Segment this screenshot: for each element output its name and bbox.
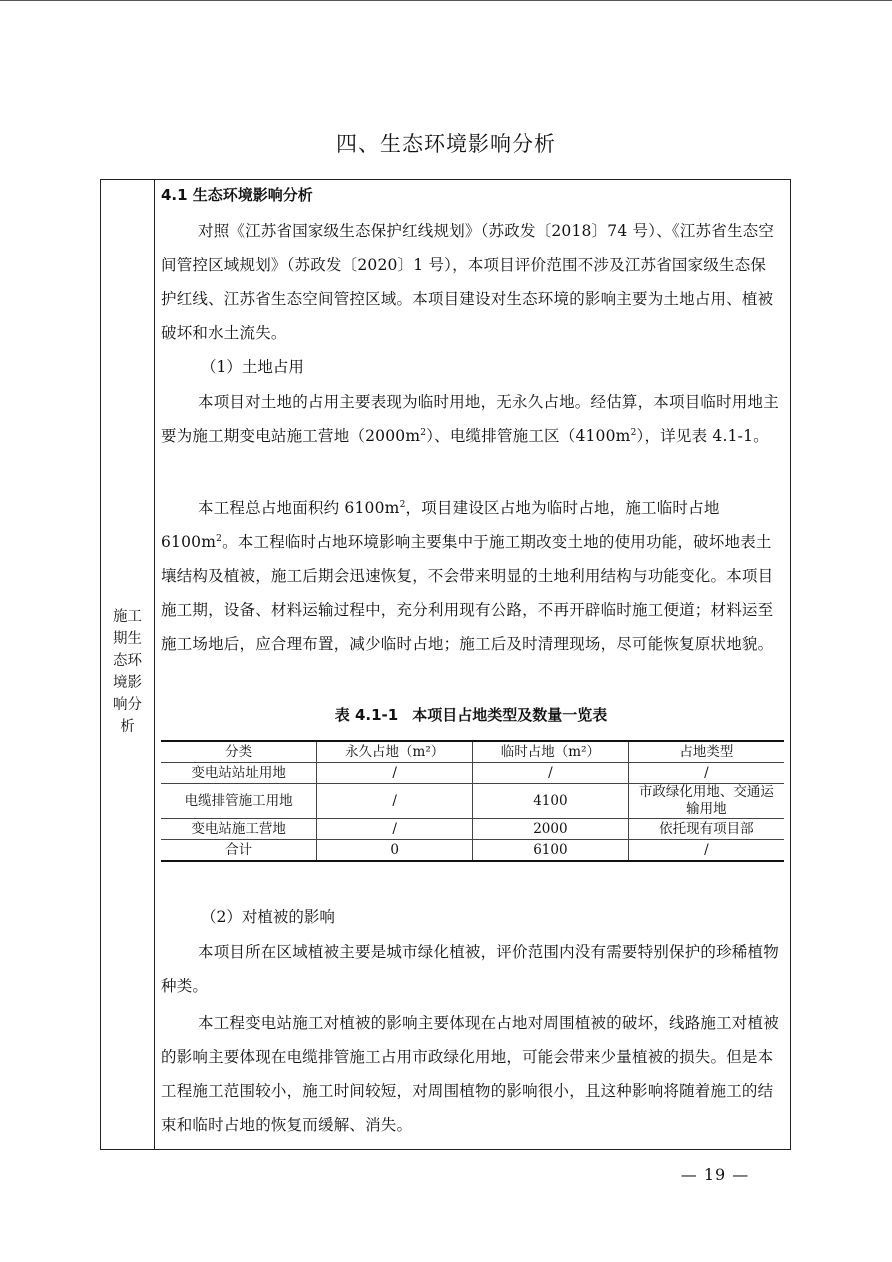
- table-cell: /: [473, 763, 629, 784]
- side-label-line: 期生: [113, 631, 142, 647]
- table-cell: 2000: [473, 819, 629, 840]
- table-cell: 电缆排管施工用地: [161, 784, 317, 819]
- table-header-cell: 永久占地（m²）: [317, 741, 473, 763]
- table-header-cell: 临时占地（m²）: [473, 741, 629, 763]
- column-divider: [154, 180, 155, 1149]
- table-caption-title: 本项目占地类型及数量一览表: [412, 706, 608, 724]
- subsection-land-title: （1）土地占用: [201, 358, 304, 376]
- side-label-line: 态环: [113, 653, 142, 669]
- side-label-line: 境影: [113, 675, 142, 691]
- table-cell: /: [317, 819, 473, 840]
- page-number: — 19 —: [680, 1165, 750, 1184]
- subsection-vegetation-title: （2）对植被的影响: [201, 908, 335, 926]
- chapter-title: 四、生态环境影响分析: [336, 132, 556, 156]
- table-header-row: [161, 741, 784, 763]
- table-cell: 依托现有项目部: [628, 819, 784, 840]
- table-cell: /: [317, 784, 473, 819]
- table-cell: /: [628, 840, 784, 862]
- table-cell: 6100: [473, 840, 629, 862]
- table-cell: 市政绿化用地、交通运输用地: [628, 784, 784, 819]
- table-row: [161, 819, 784, 840]
- table-caption-number: 表 4.1-1: [334, 706, 399, 724]
- table-cell: 4100: [473, 784, 629, 819]
- side-label: [101, 606, 154, 738]
- land-use-table: [161, 740, 784, 862]
- land-paragraph-1: 本项目对土地的占用主要表现为临时用地，无永久占地。经估算，本项目临时用地主要为施工期变电站施工营地$(2000m^2)$、电缆排管施工区$(4100m^2)$，详见表 4.1-1。: [161, 393, 779, 445]
- table-row: [161, 784, 784, 819]
- vegetation-paragraph-1: 本项目所在区域植被主要是城市绿化植被，评价范围内没有需要特别保护的珍稀植物种类。: [161, 943, 779, 995]
- table-cell: /: [628, 763, 784, 784]
- table-row: [161, 763, 784, 784]
- table-header-cell: 分类: [161, 741, 317, 763]
- section-heading: 4.1 生态环境影响分析: [161, 186, 313, 204]
- table-cell: 合计: [161, 840, 317, 862]
- side-label-line: 析: [120, 719, 135, 735]
- table-cell: 变电站站址用地: [161, 763, 317, 784]
- vegetation-paragraph-2: 本工程变电站施工对植被的影响主要体现在占地对周围植被的破坏，线路施工对植被的影响主要体现在电缆排管施工占用市政绿化用地，可能会带来少量植被的损失。但是本工程施工范围较小，施工时间较短，对周围植物的影响很小，且这种影响将随着施工的结束和临时占地的恢复而缓解、消失。: [161, 1014, 779, 1134]
- land-paragraph-2: 本工程总占地面积约 $6100m^2$，项目建设区占地为临时占地，施工临时占地 $6100m^2$。本工程临时占地环境影响主要集中于施工期改变土地的使用功能，破坏地表土壤结构及植被，施工后期会迅速恢复，不会带来明显的土地利用结构与功能变化。本项目施工期，设备、材料运输过程中，充分利用现有公路，不再开辟临时施工便道；材料运至施工场地后，应合理布置，减少临时占地；施工后及时清理现场，尽可能恢复原状地貌。: [161, 499, 774, 653]
- table-row: [161, 840, 784, 862]
- table-cell: /: [317, 763, 473, 784]
- content-frame: [100, 179, 791, 1150]
- top-rule: [0, 0, 892, 1]
- side-label-line: 响分: [113, 697, 142, 713]
- side-label-line: 施工: [113, 609, 142, 625]
- intro-paragraph: 对照《江苏省国家级生态保护红线规划》（苏政发〔2018〕74 号）、《江苏省生态空间管控区域规划》（苏政发〔2020〕1 号），本项目评价范围不涉及江苏省国家级生态保护红线、江苏省生态空间管控区域。本项目建设对生态环境的影响主要为土地占用、植被破坏和水土流失。: [161, 222, 775, 342]
- table-cell: 0: [317, 840, 473, 862]
- table-caption: [161, 704, 781, 725]
- table-header-cell: 占地类型: [628, 741, 784, 763]
- table-cell: 变电站施工营地: [161, 819, 317, 840]
